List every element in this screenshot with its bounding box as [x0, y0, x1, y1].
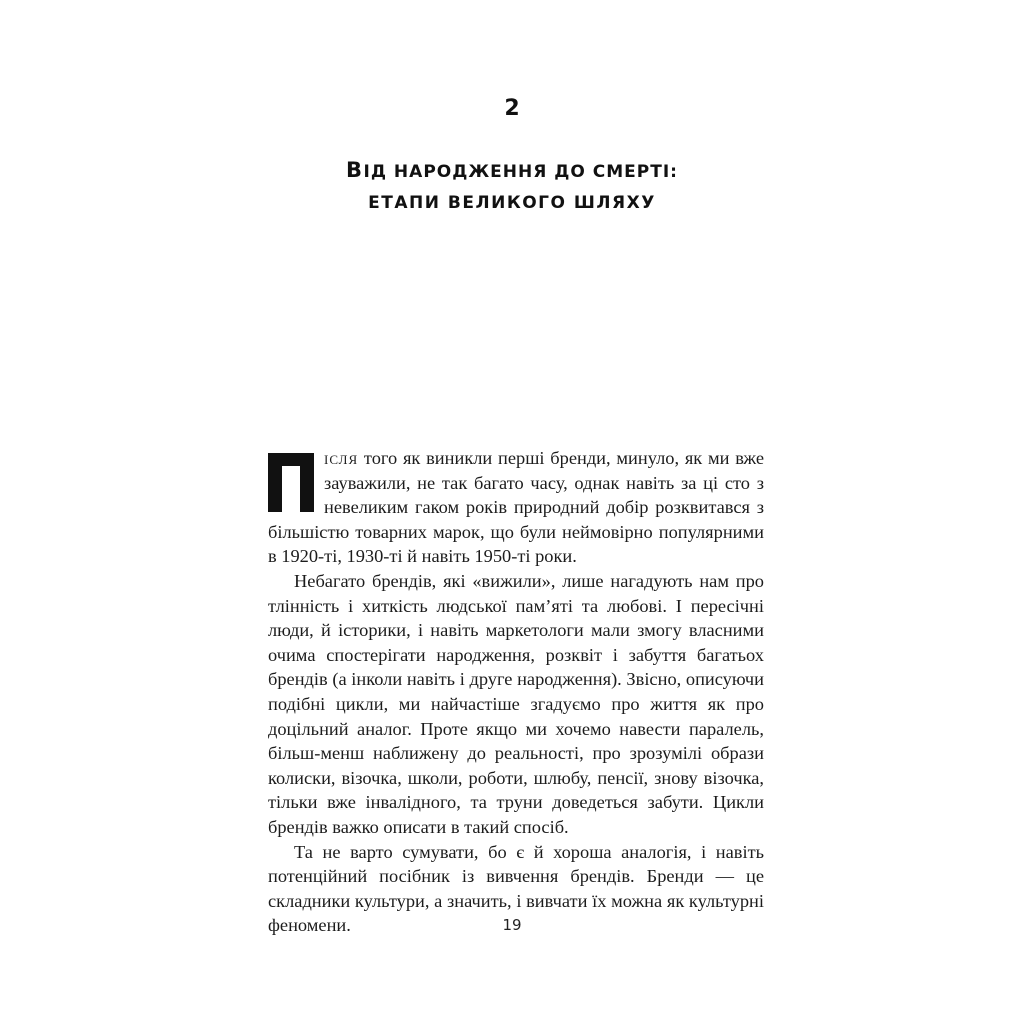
chapter-title-line-1-text: ІД НАРОДЖЕННЯ ДО СМЕРТІ:	[363, 162, 678, 182]
chapter-title-initial: В	[346, 158, 364, 182]
chapter-title-line-2: ЕТАПИ ВЕЛИКОГО ШЛЯХУ	[368, 193, 656, 213]
chapter-number: 2	[504, 96, 520, 121]
paragraph-1	[268, 446, 764, 569]
paragraph-1-text: того як виникли перші бренди, минуло, як ми вже зауважили, не так багато часу, однак навіть за ці сто з невеликим гаком років природний добір розквитався з більшістю товарних марок, що були неймовірно популярними в 1920-ті, 1930-ті й навіть 1950-ті роки.	[268, 448, 764, 567]
body-text	[268, 446, 764, 938]
drop-cap-left-stem	[268, 453, 282, 512]
paragraph-1-lead: ісля	[324, 448, 359, 468]
paragraph-2: Небагато брендів, які «вижили», лише нагадують нам про тлінність і хиткість людської пам’яті та любові. І пересічні люди, й історики, і навіть маркетологи мали змогу власними очима спостерігати народження, розквіт і забуття багатьох брендів (а інколи навіть і друге народження). Звісно, описуючи подібні цикли, ми найчастіше згадуємо про життя як про доцільний аналог. Проте якщо ми хочемо навести паралель, більш-менш наближену до реальності, про зрозумілі образи колиски, візочка, школи, роботи, шлюбу, пенсії, знову візочка, тільки вже інвалідного, та труни доведеться забути. Цикли брендів важко описати в такий спосіб.	[268, 570, 764, 837]
drop-cap-right-stem	[300, 453, 314, 512]
page-number: 19	[502, 916, 522, 934]
paragraph-3: Та не варто сумувати, бо є й хороша аналогія, і навіть потенційний посібник із вивчення брендів. Бренди — це складники культури, а значить, і вивчати їх можна як культурні феномени.	[268, 841, 764, 936]
chapter-title	[0, 155, 1024, 219]
chapter-title-line-1	[0, 155, 1024, 188]
drop-cap	[268, 453, 314, 512]
